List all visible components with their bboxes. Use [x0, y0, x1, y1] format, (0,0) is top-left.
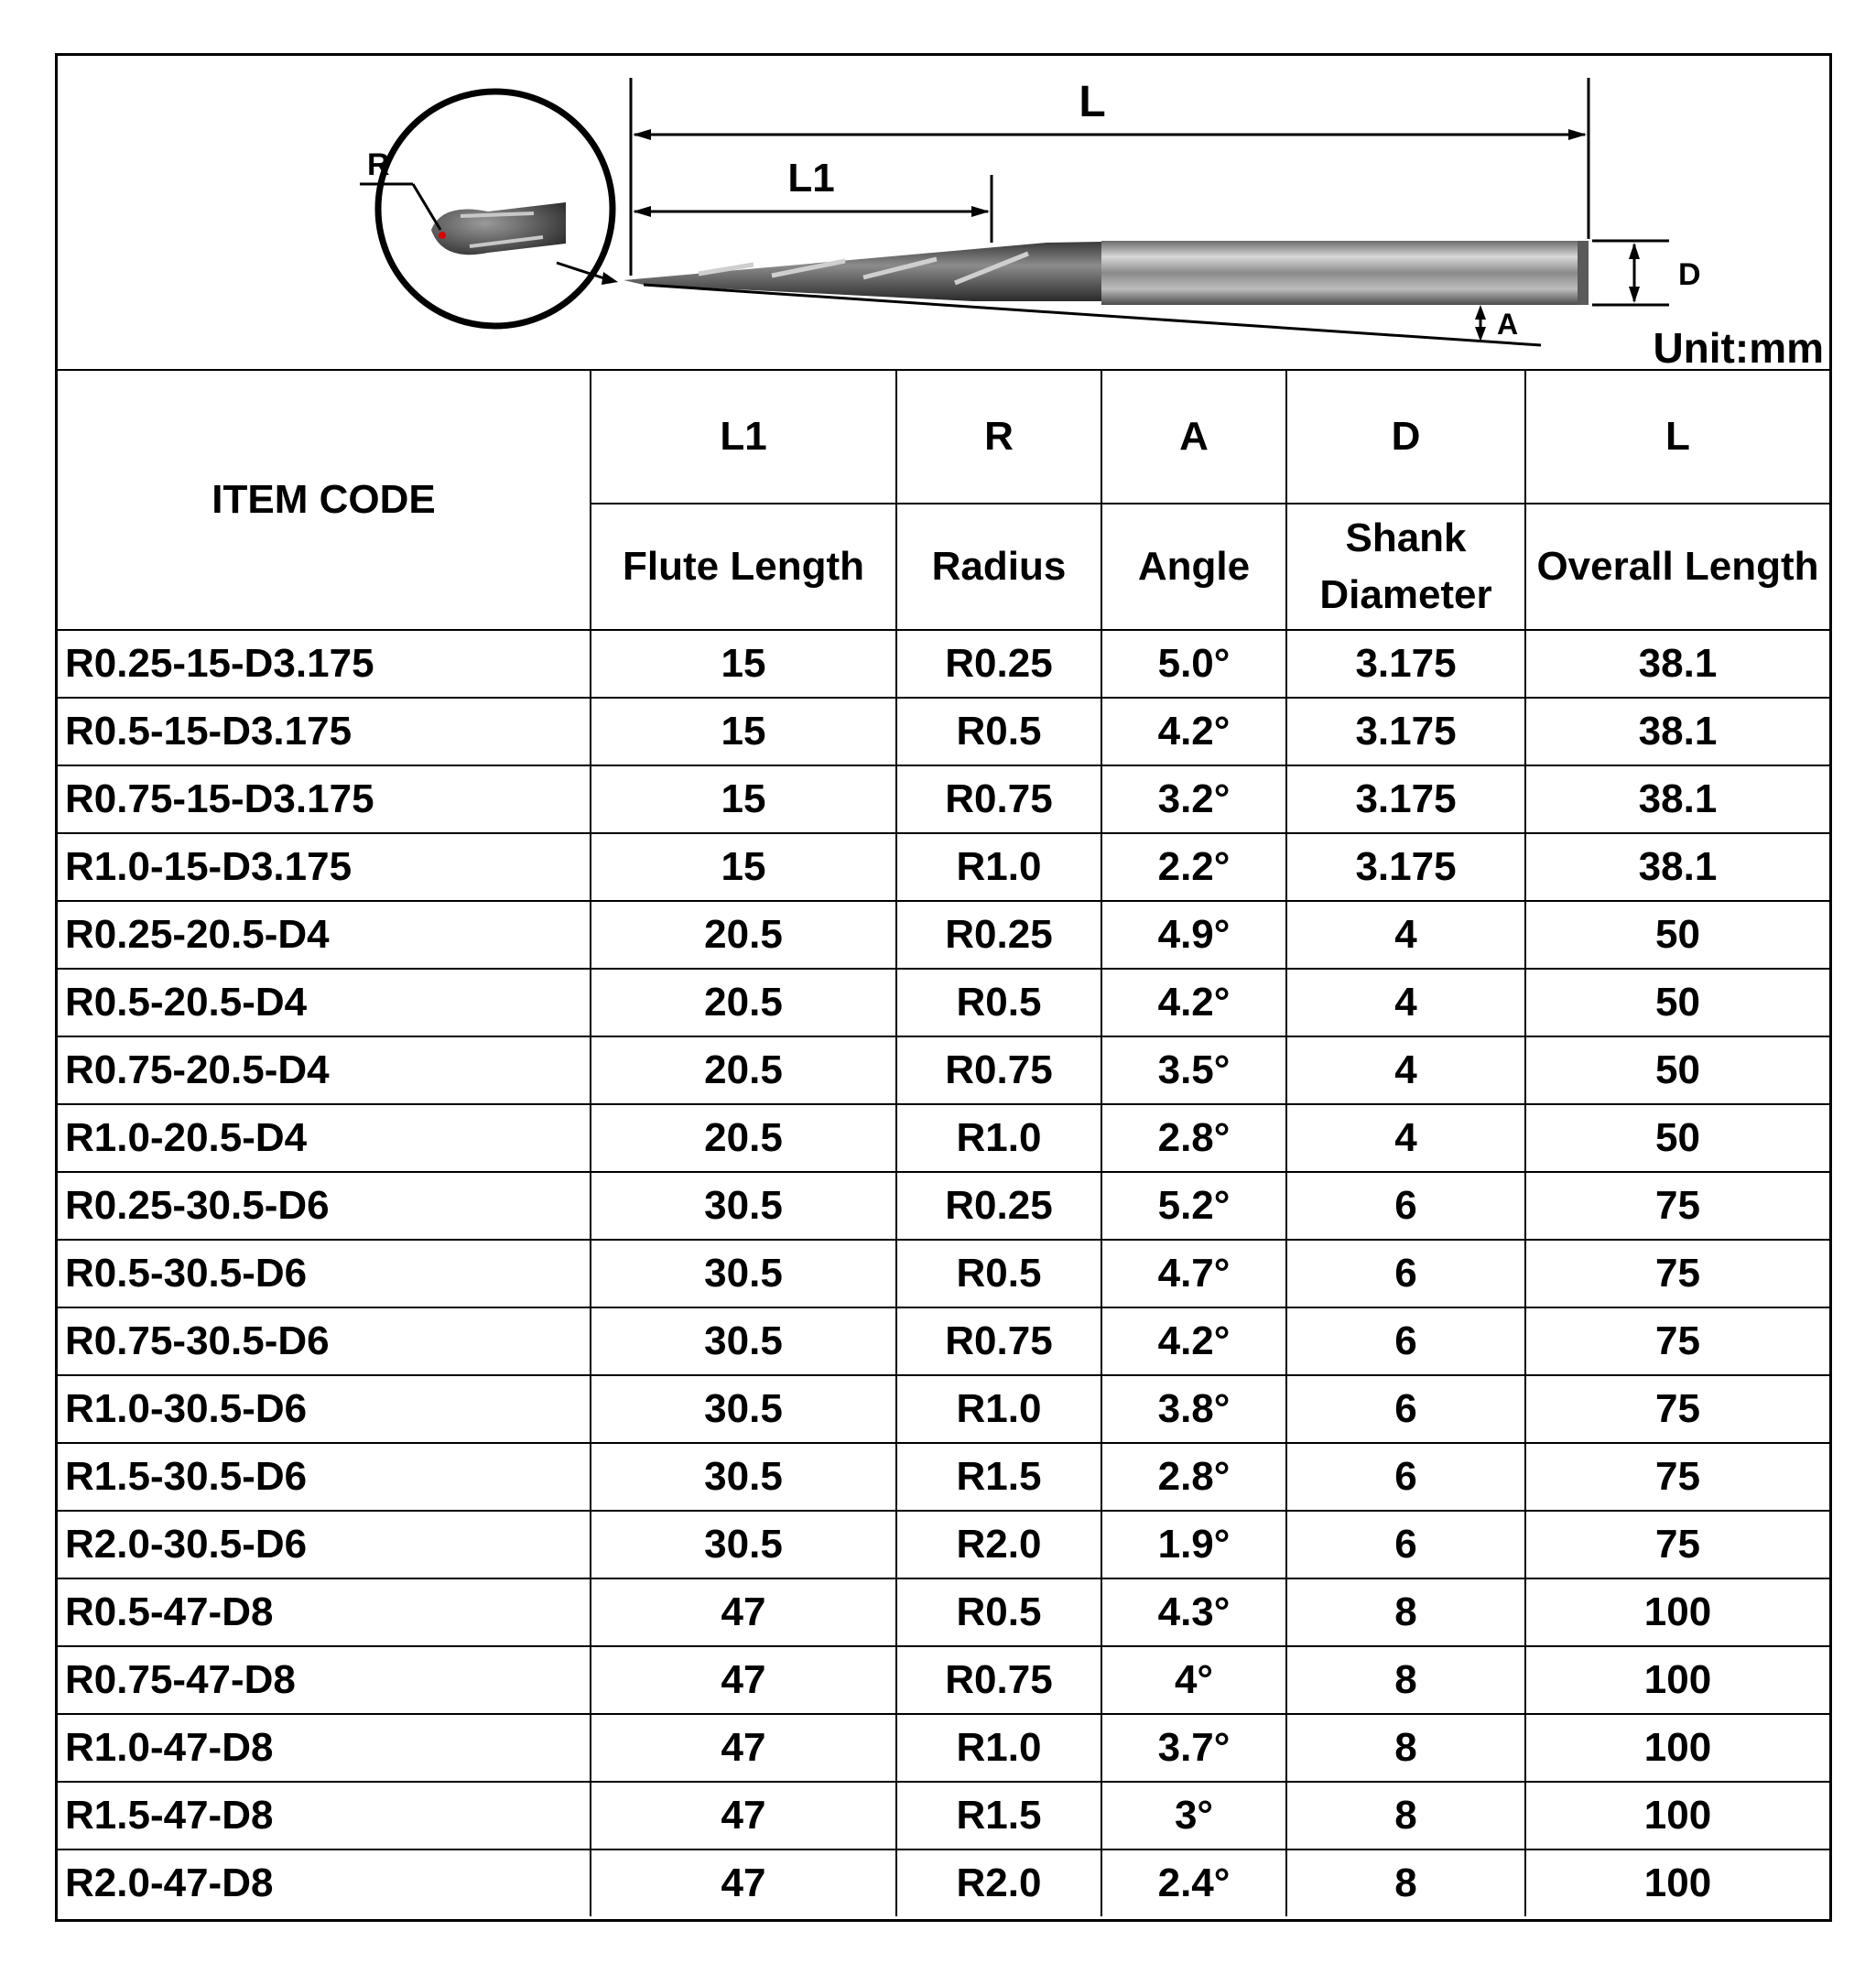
- radius-cell: R0.5: [896, 1578, 1101, 1646]
- shank-diameter-cell: 6: [1286, 1375, 1525, 1443]
- flute-length-cell: 15: [591, 698, 896, 765]
- unit-label: Unit:mm: [1653, 324, 1824, 372]
- table-row: [58, 1578, 1829, 1646]
- spec-sheet: [55, 53, 1832, 1922]
- overall-length-cell: 50: [1525, 1036, 1829, 1104]
- overall-length-cell: 50: [1525, 969, 1829, 1036]
- shank-diameter-cell: 3.175: [1286, 765, 1525, 833]
- flute-length-cell: 47: [591, 1578, 896, 1646]
- overall-length-cell: 100: [1525, 1578, 1829, 1646]
- radius-cell: R2.0: [896, 1849, 1101, 1916]
- header-overall-length: Overall Length: [1525, 504, 1829, 630]
- radius-cell: R2.0: [896, 1511, 1101, 1578]
- angle-cell: 4.7°: [1101, 1240, 1286, 1307]
- radius-cell: R0.5: [896, 969, 1101, 1036]
- overall-length-cell: 75: [1525, 1375, 1829, 1443]
- flute-length-cell: 20.5: [591, 1036, 896, 1104]
- shank-diameter-cell: 6: [1286, 1307, 1525, 1375]
- shank-diameter-cell: 8: [1286, 1714, 1525, 1782]
- radius-cell: R1.0: [896, 1375, 1101, 1443]
- shank-diameter-cell: 4: [1286, 1036, 1525, 1104]
- flute-length-cell: 47: [591, 1714, 896, 1782]
- header-flute-length: Flute Length: [591, 504, 896, 630]
- radius-cell: R0.25: [896, 1172, 1101, 1240]
- item-code-cell: R0.75-20.5-D4: [58, 1036, 591, 1104]
- overall-length-cell: 75: [1525, 1307, 1829, 1375]
- radius-cell: R0.25: [896, 901, 1101, 969]
- item-code-cell: R0.25-20.5-D4: [58, 901, 591, 969]
- overall-length-cell: 75: [1525, 1443, 1829, 1511]
- item-code-cell: R0.5-20.5-D4: [58, 969, 591, 1036]
- flute-length-cell: 20.5: [591, 969, 896, 1036]
- flute-length-cell: 30.5: [591, 1240, 896, 1307]
- header-symbol-r: R: [896, 370, 1101, 504]
- radius-cell: R0.25: [896, 630, 1101, 698]
- overall-length-cell: 38.1: [1525, 630, 1829, 698]
- angle-cell: 3.8°: [1101, 1375, 1286, 1443]
- flute-length-cell: 30.5: [591, 1443, 896, 1511]
- angle-cell: 2.8°: [1101, 1104, 1286, 1172]
- header-radius: Radius: [896, 504, 1101, 630]
- angle-cell: 3°: [1101, 1782, 1286, 1849]
- item-code-cell: R0.75-15-D3.175: [58, 765, 591, 833]
- shank-diameter-cell: 8: [1286, 1782, 1525, 1849]
- table-row: [58, 833, 1829, 901]
- radius-cell: R0.5: [896, 698, 1101, 765]
- overall-length-label: L: [1079, 78, 1106, 126]
- overall-length-cell: 75: [1525, 1172, 1829, 1240]
- angle-cell: 3.5°: [1101, 1036, 1286, 1104]
- table-row: [58, 630, 1829, 698]
- flute-length-cell: 30.5: [591, 1375, 896, 1443]
- overall-length-cell: 38.1: [1525, 833, 1829, 901]
- item-code-cell: R0.5-15-D3.175: [58, 698, 591, 765]
- radius-cell: R0.75: [896, 1646, 1101, 1714]
- header-item-code: ITEM CODE: [58, 370, 591, 630]
- angle-cell: 2.2°: [1101, 833, 1286, 901]
- item-code-cell: R0.25-15-D3.175: [58, 630, 591, 698]
- shank-diameter-cell: 3.175: [1286, 833, 1525, 901]
- flute-length-cell: 20.5: [591, 1104, 896, 1172]
- item-code-cell: R1.0-30.5-D6: [58, 1375, 591, 1443]
- table-row: [58, 1646, 1829, 1714]
- table-row: [58, 698, 1829, 765]
- shank-diameter-cell: 3.175: [1286, 630, 1525, 698]
- angle-cell: 2.4°: [1101, 1849, 1286, 1916]
- flute-length-cell: 15: [591, 765, 896, 833]
- shank-diameter-cell: 8: [1286, 1849, 1525, 1916]
- overall-length-cell: 100: [1525, 1849, 1829, 1916]
- overall-length-cell: 100: [1525, 1714, 1829, 1782]
- shank-diameter-cell: 6: [1286, 1443, 1525, 1511]
- table-row: [58, 1714, 1829, 1782]
- spec-table: [58, 370, 1829, 1916]
- radius-cell: R1.0: [896, 833, 1101, 901]
- flute-length-cell: 30.5: [591, 1511, 896, 1578]
- header-angle: Angle: [1101, 504, 1286, 630]
- item-code-cell: R0.5-47-D8: [58, 1578, 591, 1646]
- overall-length-cell: 38.1: [1525, 765, 1829, 833]
- shank-diameter-cell: 4: [1286, 901, 1525, 969]
- overall-length-cell: 75: [1525, 1240, 1829, 1307]
- flute-length-cell: 20.5: [591, 901, 896, 969]
- item-code-cell: R2.0-47-D8: [58, 1849, 591, 1916]
- radius-cell: R1.5: [896, 1443, 1101, 1511]
- item-code-cell: R1.0-20.5-D4: [58, 1104, 591, 1172]
- angle-cell: 4.3°: [1101, 1578, 1286, 1646]
- radius-cell: R0.75: [896, 765, 1101, 833]
- angle-cell: 4.2°: [1101, 698, 1286, 765]
- end-mill: [624, 241, 1589, 305]
- diameter-label: D: [1678, 257, 1701, 292]
- item-code-cell: R1.5-47-D8: [58, 1782, 591, 1849]
- table-row: [58, 1443, 1829, 1511]
- end-mill-drawing: [58, 56, 1829, 371]
- header-symbol-d: D: [1286, 370, 1525, 504]
- item-code-cell: R0.5-30.5-D6: [58, 1240, 591, 1307]
- flute-length-cell: 15: [591, 630, 896, 698]
- item-code-cell: R0.25-30.5-D6: [58, 1172, 591, 1240]
- shank-diameter-cell: 8: [1286, 1578, 1525, 1646]
- overall-length-cell: 100: [1525, 1646, 1829, 1714]
- overall-length-cell: 50: [1525, 901, 1829, 969]
- item-code-cell: R2.0-30.5-D6: [58, 1511, 591, 1578]
- item-code-cell: R1.0-47-D8: [58, 1714, 591, 1782]
- overall-length-cell: 75: [1525, 1511, 1829, 1578]
- table-row: [58, 1172, 1829, 1240]
- table-row: [58, 969, 1829, 1036]
- shank-diameter-cell: 6: [1286, 1172, 1525, 1240]
- shank-diameter-cell: 4: [1286, 1104, 1525, 1172]
- angle-cell: 4.2°: [1101, 1307, 1286, 1375]
- radius-cell: R0.75: [896, 1307, 1101, 1375]
- flute-length-cell: 30.5: [591, 1172, 896, 1240]
- radius-cell: R0.75: [896, 1036, 1101, 1104]
- flute-length-cell: 47: [591, 1782, 896, 1849]
- flute-length-cell: 15: [591, 833, 896, 901]
- table-row: [58, 1240, 1829, 1307]
- shank-diameter-cell: 4: [1286, 969, 1525, 1036]
- table-row: [58, 1782, 1829, 1849]
- shank-diameter-cell: 6: [1286, 1240, 1525, 1307]
- angle-cell: 5.2°: [1101, 1172, 1286, 1240]
- flute-length-cell: 30.5: [591, 1307, 896, 1375]
- radius-cell: R1.0: [896, 1104, 1101, 1172]
- table-body: [58, 630, 1829, 1916]
- radius-cell: R1.0: [896, 1714, 1101, 1782]
- table-row: [58, 901, 1829, 969]
- table-row: [58, 1511, 1829, 1578]
- table-row: [58, 1375, 1829, 1443]
- radius-cell: R0.5: [896, 1240, 1101, 1307]
- angle-cell: 3.2°: [1101, 765, 1286, 833]
- table-row: [58, 1036, 1829, 1104]
- table-row: [58, 1849, 1829, 1916]
- header-symbol-a: A: [1101, 370, 1286, 504]
- angle-cell: 3.7°: [1101, 1714, 1286, 1782]
- flute-length-label: L1: [787, 156, 835, 201]
- item-code-cell: R0.75-30.5-D6: [58, 1307, 591, 1375]
- shank-diameter-cell: 6: [1286, 1511, 1525, 1578]
- shank-diameter-cell: 3.175: [1286, 698, 1525, 765]
- overall-length-cell: 50: [1525, 1104, 1829, 1172]
- table-row: [58, 1307, 1829, 1375]
- flute-length-cell: 47: [591, 1849, 896, 1916]
- item-code-cell: R0.75-47-D8: [58, 1646, 591, 1714]
- flute-length-cell: 47: [591, 1646, 896, 1714]
- angle-cell: 2.8°: [1101, 1443, 1286, 1511]
- radius-label: R: [367, 147, 390, 182]
- item-code-cell: R1.5-30.5-D6: [58, 1443, 591, 1511]
- angle-cell: 1.9°: [1101, 1511, 1286, 1578]
- item-code-cell: R1.0-15-D3.175: [58, 833, 591, 901]
- magnified-tip: [360, 92, 613, 326]
- angle-label: A: [1497, 308, 1519, 341]
- table-row: [58, 1104, 1829, 1172]
- angle-cell: 4.2°: [1101, 969, 1286, 1036]
- table-row: [58, 765, 1829, 833]
- overall-length-cell: 100: [1525, 1782, 1829, 1849]
- header-symbol-l1: L1: [591, 370, 896, 504]
- header-symbol-l: L: [1525, 370, 1829, 504]
- radius-cell: R1.5: [896, 1782, 1101, 1849]
- angle-cell: 5.0°: [1101, 630, 1286, 698]
- header-shank-diameter: Shank Diameter: [1286, 504, 1525, 630]
- angle-cell: 4.9°: [1101, 901, 1286, 969]
- overall-length-cell: 38.1: [1525, 698, 1829, 765]
- shank-diameter-cell: 8: [1286, 1646, 1525, 1714]
- tool-diagram: [58, 56, 1829, 371]
- angle-cell: 4°: [1101, 1646, 1286, 1714]
